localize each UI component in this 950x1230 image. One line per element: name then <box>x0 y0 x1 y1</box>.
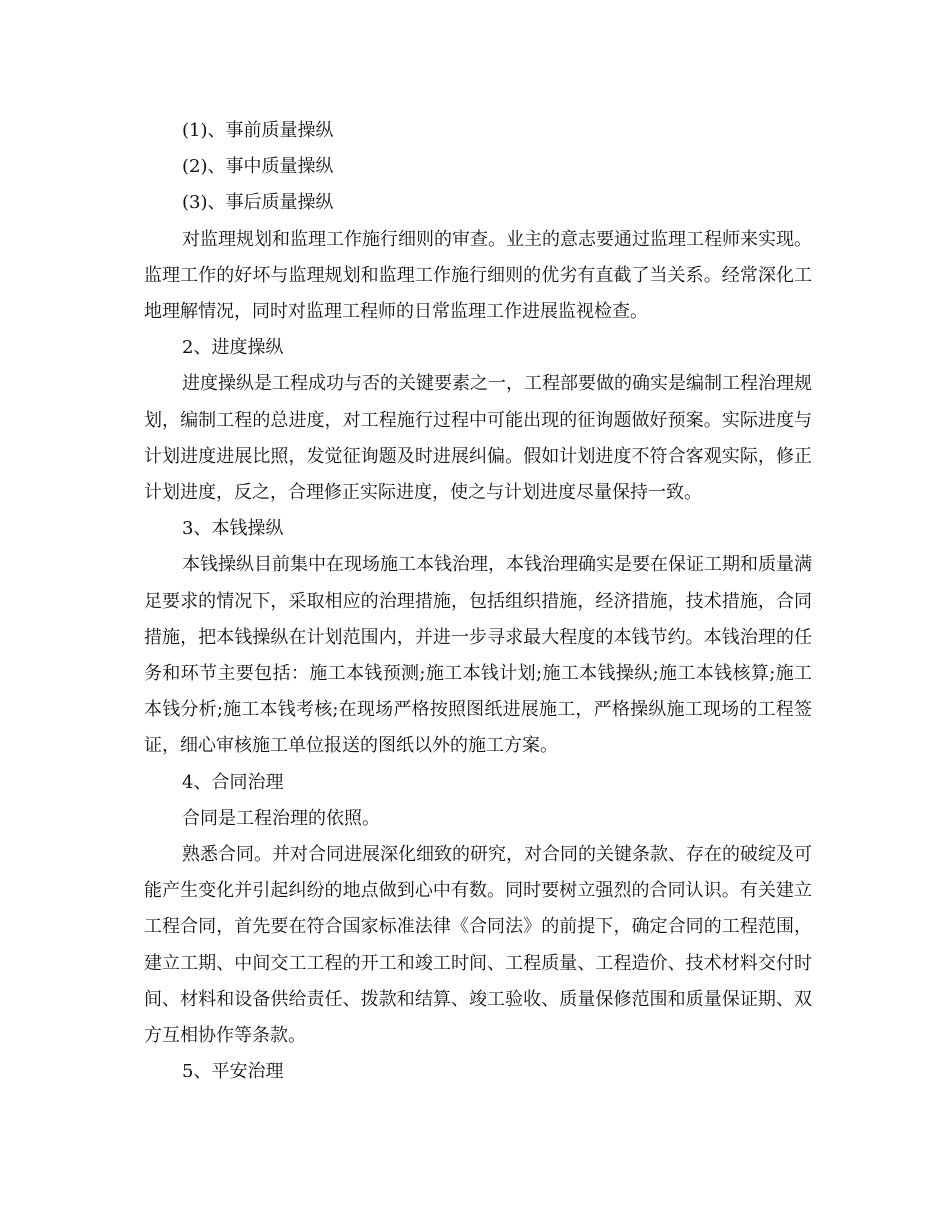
list-item-mid-quality: (2)、事中质量操纵 <box>182 156 334 178</box>
paragraph-contract-basis: 合同是工程治理的依照。 <box>182 807 380 829</box>
list-item-post-quality: (3)、事后质量操纵 <box>182 192 334 214</box>
section-heading-schedule: 2、进度操纵 <box>182 337 284 359</box>
paragraph-schedule-control: 进度操纵是工程成功与否的关键要素之一，工程部要做的确实是编制工程治理规划，编制工程的总进度，对工程施行过程中可能出现的征询题做好预案。实际进度与计划进度进展比照，发觉征询题及时进展纠偏。假如计划进度不符合客观实际，修正计划进度，反之，合理修正实际进度，使之与计划进度尽量保持一致。 <box>144 373 812 504</box>
section-heading-safety: 5、平安治理 <box>182 1061 284 1083</box>
section-heading-contract: 4、合同治理 <box>182 771 284 793</box>
paragraph-supervision-review: 对监理规划和监理工作施行细则的审查。业主的意志要通过监理工程师来实现。监理工作的好坏与监理规划和监理工作施行细则的优劣有直截了当关系。经常深化工地理解情况，同时对监理工程师的日常监理工作进展监视检查。 <box>144 228 812 323</box>
paragraph-contract-familiarity: 熟悉合同。并对合同进展深化细致的研究，对合同的关键条款、存在的破绽及可能产生变化并引起纠纷的地点做到心中有数。同时要树立强烈的合同认识。有关建立工程合同，首先要在符合国家标准法律《合同法》的前提下，确定合同的工程范围，建立工期、中间交工工程的开工和竣工时间、工程质量、工程造价、技术材料交付时间、材料和设备供给责任、拨款和结算、竣工验收、质量保修范围和质量保证期、双方互相协作等条款。 <box>144 844 812 1047</box>
list-item-pre-quality: (1)、事前质量操纵 <box>182 120 334 141</box>
section-heading-cost: 3、本钱操纵 <box>182 518 284 540</box>
document-body <box>144 113 812 1090</box>
paragraph-cost-control: 本钱操纵目前集中在现场施工本钱治理，本钱治理确实是要在保证工期和质量满足要求的情况下，采取相应的治理措施，包括组织措施，经济措施，技术措施，合同措施，把本钱操纵在计划范围内，并进一步寻求最大程度的本钱节约。本钱治理的任务和环节主要包括：施工本钱预测;施工本钱计划;施工本钱操纵;施工本钱核算;施工本钱分析;施工本钱考核;在现场严格按照图纸进展施工，严格操纵施工现场的工程签证，细心审核施工单位报送的图纸以外的施工方案。 <box>144 554 812 757</box>
